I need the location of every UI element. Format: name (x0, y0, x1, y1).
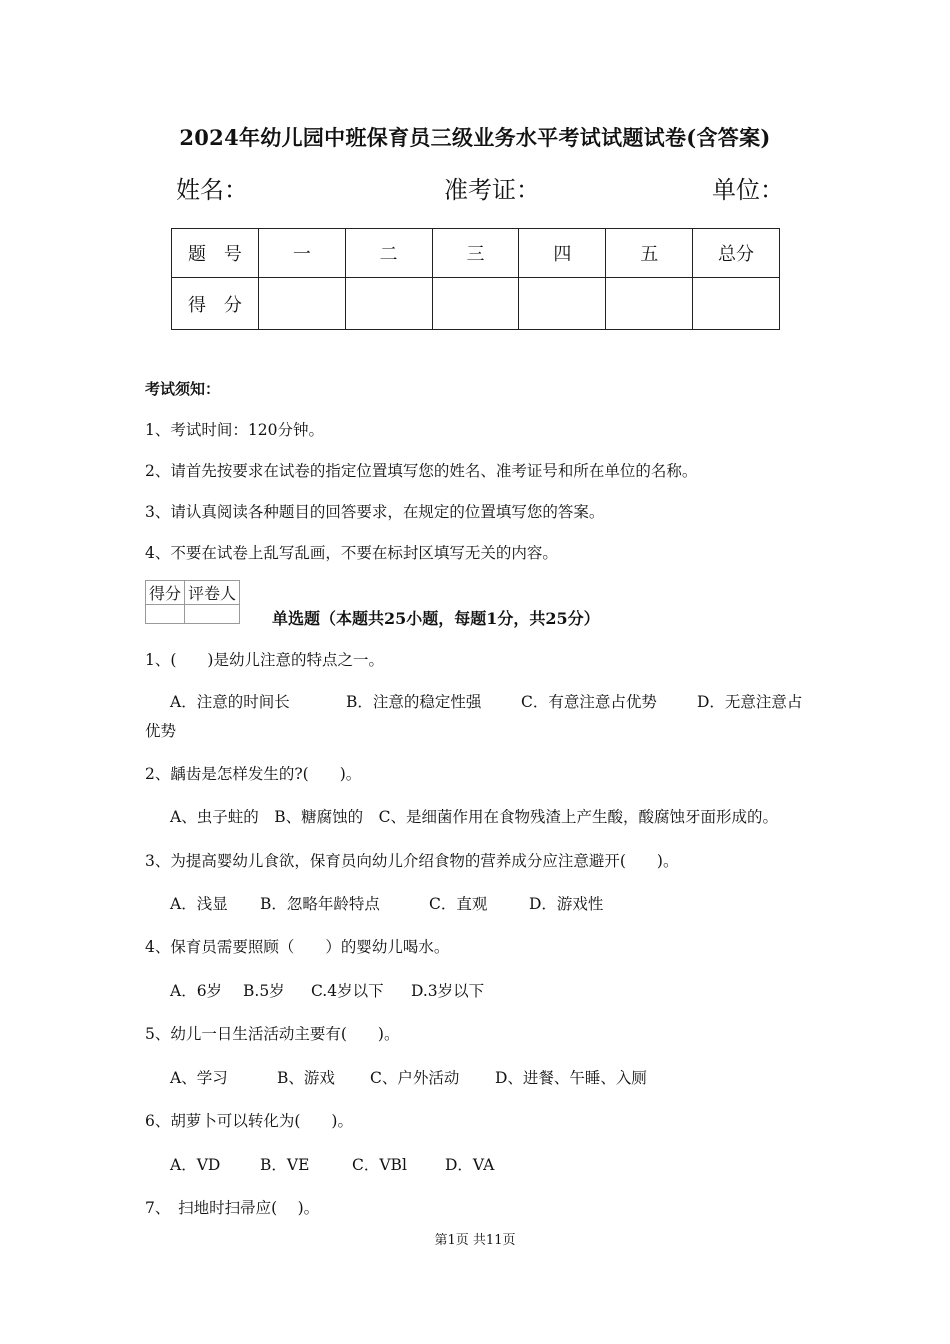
score-table-score-row (172, 278, 780, 330)
notice-item: 2、请首先按要求在试卷的指定位置填写您的姓名、准考证号和所在单位的名称。 (145, 462, 698, 480)
notice-item: 4、不要在试卷上乱写乱画，不要在标封区填写无关的内容。 (145, 544, 558, 562)
score-cell-4[interactable] (519, 278, 606, 330)
question-stem: 4、保育员需要照顾（ ）的婴幼儿喝水。 (145, 938, 450, 956)
score-table-header-cell: 三 (432, 229, 519, 278)
page-footer: 第1页 共11页 (434, 1233, 516, 1248)
score-table-header-cell: 题 号 (172, 229, 259, 278)
score-cell-total[interactable] (693, 278, 780, 330)
score-table-header-cell: 四 (519, 229, 606, 278)
question-option: A．6岁 (170, 982, 223, 1000)
question-stem: 1、( )是幼儿注意的特点之一。 (145, 651, 384, 669)
question-option: A．注意的时间长 (170, 693, 290, 711)
question-stem: 3、为提高婴幼儿食欲，保育员向幼儿介绍食物的营养成分应注意避开( )。 (145, 852, 679, 870)
question-option: A．浅显 (170, 895, 228, 913)
score-cell-1[interactable] (258, 278, 345, 330)
question-option: D.3岁以下 (411, 982, 485, 1000)
score-table-header-cell: 一 (258, 229, 345, 278)
score-cell-5[interactable] (606, 278, 693, 330)
question-option: C.4岁以下 (311, 982, 384, 1000)
question-option: C．直观 (429, 895, 488, 913)
question-option: D、进餐、午睡、入厕 (495, 1069, 647, 1087)
grader-table-score-cell[interactable] (146, 605, 185, 624)
grader-table-grader-label: 评卷人 (185, 581, 240, 605)
exam-number-field-label: 准考证： (444, 176, 540, 204)
unit-field-label: 单位： (712, 176, 784, 204)
section-title: 单选题（本题共25小题，每题1分，共25分） (272, 609, 600, 628)
score-table (171, 228, 780, 330)
question-option: D．VA (445, 1156, 495, 1174)
notice-title: 考试须知： (145, 380, 221, 398)
question-option: C、户外活动 (370, 1069, 460, 1087)
question-option: B．VE (260, 1156, 310, 1174)
question-stem: 5、幼儿一日生活活动主要有( )。 (145, 1025, 400, 1043)
grader-table-grader-cell[interactable] (185, 605, 240, 624)
question-option: B.5岁 (243, 982, 285, 1000)
question-option: C．有意注意占优势 (521, 693, 657, 711)
score-cell-3[interactable] (432, 278, 519, 330)
question-option: A、学习 (170, 1069, 228, 1087)
question-option: B、游戏 (277, 1069, 335, 1087)
grader-table (145, 580, 240, 624)
question-option: B．注意的稳定性强 (346, 693, 482, 711)
notice-item: 1、考试时间：120分钟。 (145, 421, 324, 439)
question-option-wrap: 优势 (145, 722, 177, 740)
score-table-header-row (172, 229, 780, 278)
score-table-row-label: 得 分 (172, 278, 259, 330)
grader-table-score-label: 得分 (146, 581, 185, 605)
question-option: D．游戏性 (529, 895, 604, 913)
score-cell-2[interactable] (345, 278, 432, 330)
name-field-label: 姓名： (176, 176, 248, 204)
question-option: D．无意注意占 (697, 693, 803, 711)
score-table-header-cell: 五 (606, 229, 693, 278)
question-option: B．忽略年龄特点 (260, 895, 380, 913)
question-option: C．VBl (352, 1156, 407, 1174)
question-stem: 7、 扫地时扫帚应( )。 (145, 1199, 320, 1217)
notice-item: 3、请认真阅读各种题目的回答要求，在规定的位置填写您的答案。 (145, 503, 605, 521)
score-table-header-cell: 总分 (693, 229, 780, 278)
score-table-header-cell: 二 (345, 229, 432, 278)
question-stem: 2、龋齿是怎样发生的?( )。 (145, 765, 362, 783)
page-title: 2024年幼儿园中班保育员三级业务水平考试试题试卷(含答案) (179, 125, 771, 150)
question-stem: 6、胡萝卜可以转化为( )。 (145, 1112, 353, 1130)
question-option: A．VD (170, 1156, 221, 1174)
question-options-line: A、虫子蛀的 B、糖腐蚀的 C、是细菌作用在食物残渣上产生酸，酸腐蚀牙面形成的。 (170, 808, 778, 826)
